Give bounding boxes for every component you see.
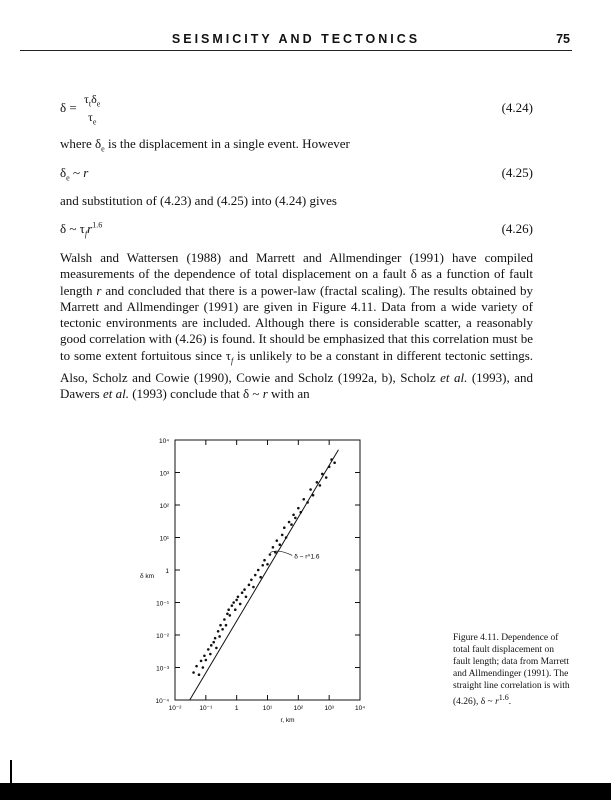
data-point: [288, 521, 291, 524]
equation-4-24-number-row: [60, 100, 533, 118]
paragraph-1: where $\delta_e$ is the displacement in a single event. However: [60, 136, 350, 154]
eq26-number: (4.26): [501, 221, 533, 236]
data-point: [200, 660, 203, 663]
data-point: [283, 526, 286, 529]
x-tick-label: 10⁻¹: [199, 705, 213, 712]
data-point: [285, 536, 288, 539]
scan-bottom-bar: [0, 783, 611, 800]
data-point: [223, 618, 226, 621]
data-point: [309, 488, 312, 491]
running-header: [20, 30, 572, 51]
data-point: [325, 476, 328, 479]
paragraph-2: and substitution of (4.23) and (4.25) into (4.24) gives: [60, 193, 337, 208]
body-paragraph: Walsh and Wattersen (1988) and Marrett and Allmendinger (1991) have compiled measurements of the dependence of total displacement on a fault δ as a function of fault length r and concluded that there is a power-law (fractal scaling). The results obtained by Marrett and Allmendinger (1991) are given in Figure 4.11. Data from a wide variety of tectonic environments are included. Although there is considerable scatter, a reasonably good correlation with (4.26) is found. It should be emphasized that this correlation must be to some extent fortuitous since $\tau_f$ is unlikely to be a constant in different tectonic settings. Also, Scholz and Cowie (1990), Cowie and Scholz (1992a, b), Scholz et al. (1993), and Dawers et al. (1993) conclude that δ ~ r with an: [60, 250, 534, 401]
annotation-pointer: [270, 551, 292, 555]
data-point: [243, 588, 246, 591]
eq25-text: $\delta_e$ ~ r: [60, 165, 89, 183]
data-point: [234, 608, 237, 611]
y-tick-label: 10⁻³: [156, 665, 169, 673]
data-point: [292, 513, 295, 516]
data-point: [299, 511, 302, 514]
data-point: [198, 673, 201, 676]
data-point: [237, 595, 240, 598]
data-point: [239, 603, 242, 606]
data-point: [217, 630, 220, 633]
equation-4-26: [60, 221, 533, 239]
data-point: [221, 628, 224, 631]
data-point: [294, 517, 297, 520]
data-point: [281, 534, 284, 537]
data-point: [330, 458, 333, 461]
data-point: [266, 563, 269, 566]
data-point: [232, 601, 235, 604]
eq24-number: (4.24): [501, 100, 533, 115]
x-tick-label: 10²: [293, 705, 304, 712]
x-tick-label: 10⁴: [354, 705, 366, 712]
data-point: [245, 595, 248, 598]
data-point: [227, 608, 230, 611]
fit-line: [190, 450, 339, 700]
y-tick-label: 10⁻²: [156, 633, 169, 640]
data-point: [275, 539, 278, 542]
data-point: [214, 637, 217, 640]
data-point: [212, 641, 215, 644]
data-point: [192, 671, 195, 674]
data-point: [302, 498, 305, 501]
page-number: 75: [556, 32, 570, 46]
data-point: [219, 624, 222, 627]
data-point: [241, 591, 244, 594]
data-point: [229, 614, 232, 617]
data-point: [290, 523, 293, 526]
eq25-number: (4.25): [501, 165, 533, 180]
data-point: [312, 494, 315, 497]
eq24-lhs: δ =: [60, 100, 77, 115]
data-point: [297, 507, 300, 510]
data-point: [202, 666, 205, 669]
data-point: [231, 604, 234, 607]
data-point: [259, 576, 262, 579]
data-point: [274, 551, 277, 554]
data-point: [210, 644, 213, 647]
x-tick-label: 10⁻²: [168, 705, 182, 712]
eq24-denominator: $\tau_e$: [88, 110, 97, 127]
x-tick-label: 10³: [324, 705, 334, 712]
data-point: [215, 647, 218, 650]
data-point: [203, 654, 206, 657]
eq26-text: δ ~ $\tau_fr^{1.6}$: [60, 221, 103, 239]
data-point: [205, 659, 208, 662]
equation-4-25: [60, 165, 533, 183]
data-point: [207, 648, 210, 651]
data-point: [269, 553, 272, 556]
data-point: [218, 635, 221, 638]
data-point: [257, 569, 260, 572]
x-tick-label: 1: [234, 705, 239, 712]
figure-caption: Figure 4.11. Dependence of total fault displacement on fault length; data from Marrett and Allmendinger (1991). The straight line correlation is with (4.26), δ ~ $r^{1.6}$.: [453, 633, 570, 708]
data-point: [252, 586, 255, 589]
y-tick-label: 10²: [159, 503, 169, 510]
header-title: SEISMICITY AND TECTONICS: [171, 32, 421, 46]
y-tick-label: 10¹: [159, 535, 169, 543]
data-point: [321, 473, 324, 476]
x-axis-label: r, km: [280, 717, 295, 724]
data-point: [319, 484, 322, 487]
data-point: [328, 465, 331, 468]
data-point: [316, 481, 319, 484]
data-point: [278, 543, 281, 546]
figure-4-11-plot: [100, 425, 385, 755]
data-point: [333, 461, 336, 464]
data-point: [209, 653, 212, 656]
fit-annotation: δ ~ r^1.6: [294, 553, 320, 561]
data-point: [306, 501, 309, 504]
eq24-numerator: $\tau_t\delta_e$: [84, 92, 101, 109]
data-point: [226, 612, 229, 615]
y-tick-label: 1: [165, 568, 169, 575]
data-point: [254, 574, 257, 577]
data-point: [248, 584, 251, 587]
data-point: [225, 624, 228, 627]
y-tick-label: 10³: [159, 470, 169, 478]
data-point: [261, 564, 264, 567]
y-tick-label: 10⁻⁴: [155, 698, 169, 705]
y-tick-label: 10⁴: [158, 438, 169, 445]
data-point: [235, 599, 238, 602]
x-tick-label: 10¹: [262, 705, 273, 712]
data-point: [263, 559, 266, 562]
y-axis-label: δ km: [139, 573, 155, 580]
y-tick-label: 10⁻¹: [156, 600, 169, 608]
data-point: [250, 578, 253, 581]
data-point: [195, 665, 198, 668]
data-point: [272, 546, 275, 549]
